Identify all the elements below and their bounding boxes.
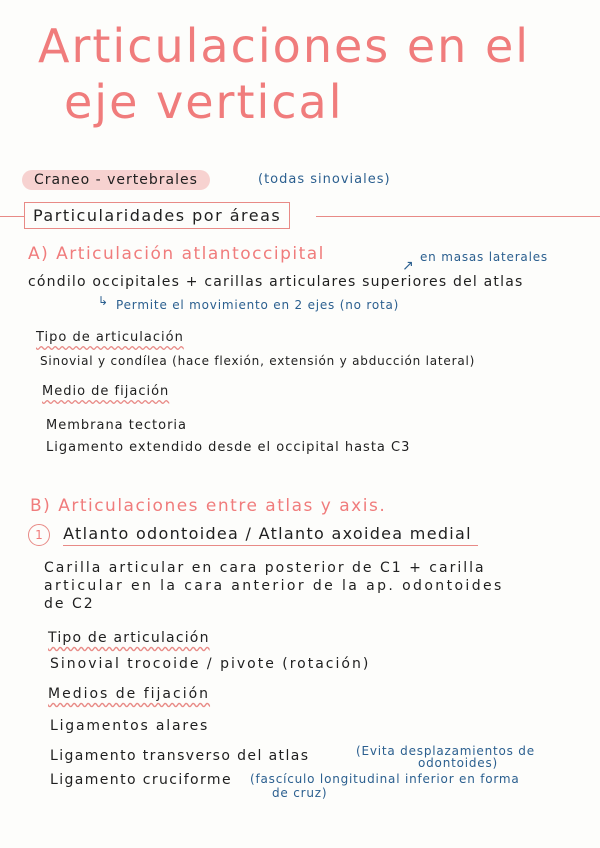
cruciforme-note-1: (fascículo longitudinal inferior en forma (250, 772, 520, 786)
section-a-note: Permite el movimiento en 2 ejes (no rota) (116, 298, 400, 312)
section-a-heading: A) Articulación atlantoccipital (28, 244, 325, 264)
section-a-tipo-value: Sinovial y condílea (hace flexión, extensión y abducción lateral) (40, 354, 476, 368)
arrow-icon: ↗ (402, 258, 414, 274)
ligament-transverso: Ligamento transverso del atlas (50, 748, 310, 764)
section-a-medio-item-2: Ligamento extendido desde el occipital hasta C3 (46, 440, 411, 455)
section-b-description-2: articular en la cara anterior de la ap. odontoides (44, 578, 504, 594)
transverso-note-1: (Evita desplazamientos de (356, 744, 535, 758)
ligament-cruciforme: Ligamento cruciforme (50, 772, 232, 788)
section-b-heading: B) Articulaciones entre atlas y axis. (30, 496, 387, 516)
return-arrow-icon: ↳ (98, 294, 109, 308)
section-a-description: cóndilo occipitales + carillas articulares superiores del atlas (28, 274, 524, 290)
section-a-medio-label: Medio de fijación (42, 384, 170, 399)
category-note: (todas sinoviales) (258, 172, 391, 187)
section-b-description-3: de C2 (44, 596, 95, 612)
sub-section-1 (28, 524, 478, 546)
section-b-description-1: Carilla articular en cara posterior de C1 + carilla (44, 560, 486, 576)
section-b-medios-label: Medios de fijación (48, 686, 211, 702)
ligament-alares: Ligamentos alares (50, 718, 210, 734)
sub-section-title: Atlanto odontoidea / Atlanto axoidea medial (63, 524, 478, 546)
box-rule-right (316, 216, 600, 217)
section-a-tipo-label: Tipo de articulación (36, 330, 184, 345)
section-box: Particularidades por áreas (24, 202, 290, 229)
box-rule-left (0, 216, 24, 217)
section-a-annotation: en masas laterales (420, 250, 548, 264)
transverso-note-2: odontoides) (418, 756, 499, 770)
section-b-tipo-value: Sinovial trocoide / pivote (rotación) (50, 656, 371, 672)
category-pill: Craneo - vertebrales (22, 170, 210, 190)
cruciforme-note-2: de cruz) (272, 786, 328, 800)
page-title-line-1: Articulaciones en el (38, 19, 531, 73)
section-a-medio-item-1: Membrana tectoria (46, 418, 187, 433)
number-badge: 1 (28, 524, 50, 546)
page-title-line-2: eje vertical (64, 75, 344, 129)
section-b-tipo-label: Tipo de articulación (48, 630, 210, 646)
